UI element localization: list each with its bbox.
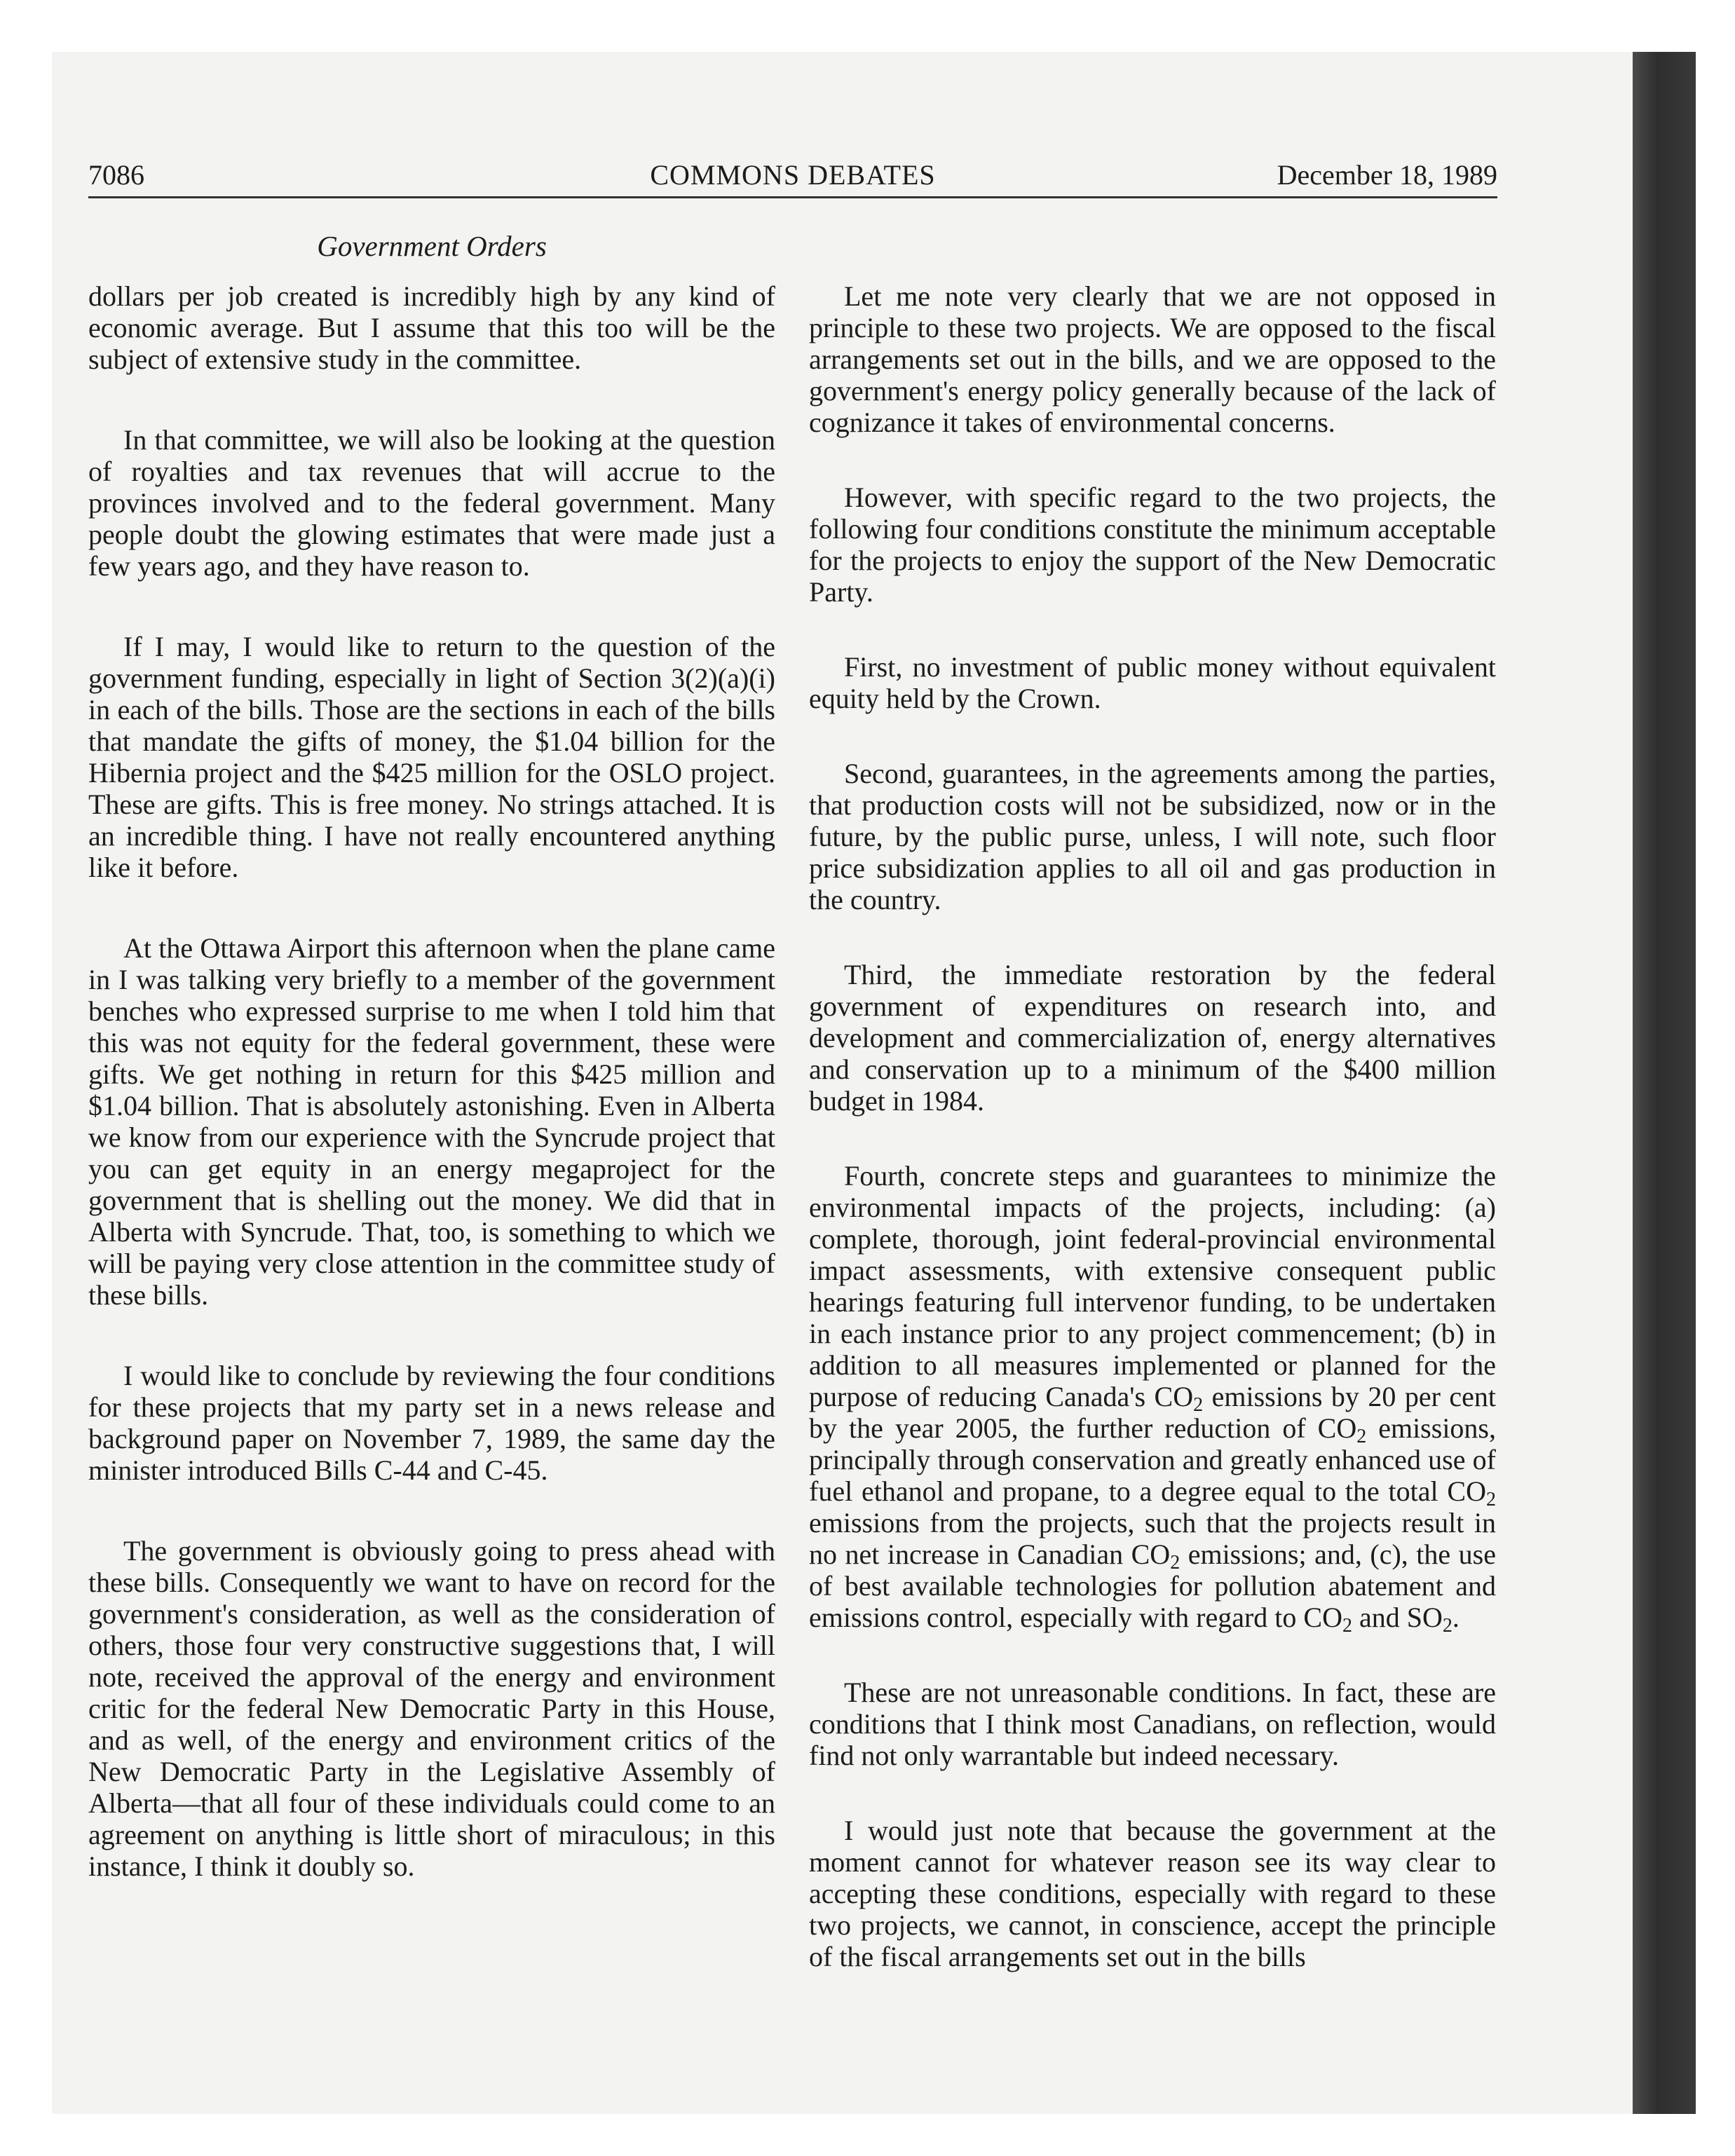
paragraph: Third, the immediate restoration by the federal government of expenditures on research into, and development and commercialization of, energy alternatives and conservation up to a minimum of the $400 million budget in 1984. <box>809 959 1496 1117</box>
text-run: Fourth, concrete steps and guarantees to minimize the environmental impacts of the projects, including: (a) complete, thorough, joint federal-provincial environmental impact assessments, with extensive consequent public hearings featuring full intervenor funding, to be undertaken in each instance prior to any project commencement; (b) in addition to all measures implemented or planned for the purpose of reducing Canada's CO <box>809 1160 1496 1412</box>
paragraph: If I may, I would like to return to the question of the government funding, especially in light of Section 3(2)(a)(i) in each of the bills. Those are the sections in each of the bills that mandate the gifts of money, the $1.04 billion for the Hibernia project and the $425 million for the OSLO project. These are gifts. This is free money. No strings attached. It is an incredible thing. I have not really encountered anything like it before. <box>88 631 775 883</box>
paragraph: I would just note that because the government at the moment cannot for whatever reason see its way clear to accepting these conditions, especially with regard to these two projects, we cannot, in conscience, accept the principle of the fiscal arrangements set out in the bills <box>809 1815 1496 1972</box>
page-header <box>88 153 1497 198</box>
text-run: and SO <box>1352 1602 1443 1633</box>
page-number: 7086 <box>88 159 144 191</box>
left-column <box>88 280 775 1931</box>
text-run: emissions, principally through conservation and greatly enhanced use of fuel ethanol and propane, to a degree equal to the total CO <box>809 1412 1496 1507</box>
text-run: emissions from the projects, such that the projects result in no net increase in Canadian CO <box>809 1507 1496 1570</box>
publication-date: December 18, 1989 <box>1277 159 1497 191</box>
text-run: emissions; and, (c), the use of best available technologies for pollution abatement and emissions control, especially with regard to CO <box>809 1538 1496 1633</box>
paragraph-fourth-condition <box>809 1160 1496 1637</box>
text-run: . <box>1452 1602 1460 1633</box>
paragraph: In that committee, we will also be looking at the question of royalties and tax revenues that will accrue to the provinces involved and to the federal government. Many people doubt the glowing estimates that were made just a few years ago, and they have reason to. <box>88 424 775 582</box>
subscript: 2 <box>1356 1426 1367 1447</box>
paragraph: I would like to conclude by reviewing the four conditions for these projects that my party set in a news release and background paper on November 7, 1989, the same day the minister introduced Bills C-44 and C-45. <box>88 1360 775 1486</box>
section-heading: Government Orders <box>317 230 547 262</box>
scan-edge-strip <box>1633 52 1696 2114</box>
paragraph: However, with specific regard to the two projects, the following four conditions constitute the minimum acceptable for the projects to enjoy the support of the New Democratic Party. <box>809 482 1496 608</box>
paragraph: These are not unreasonable conditions. In fact, these are conditions that I think most Canadians, on reflection, would find not only warrantable but indeed necessary. <box>809 1677 1496 1771</box>
paragraph: At the Ottawa Airport this afternoon when the plane came in I was talking very briefly to a member of the government benches who expressed surprise to me when I told him that this was not equity for the federal government, these were gifts. We get nothing in return for this $425 million and $1.04 billion. That is absolutely astonishing. Even in Alberta we know from our experience with the Syncrude project that you can get equity in an energy megaproject for the government that is shelling out the money. We did that in Alberta with Syncrude. That, too, is something to which we will be paying very close attention in the committee study of these bills. <box>88 932 775 1311</box>
publication-title: COMMONS DEBATES <box>650 159 936 191</box>
subscript: 2 <box>1486 1489 1496 1510</box>
right-column <box>809 280 1496 2016</box>
text-run: emissions by 20 per cent by the year 2005, the further reduction of CO <box>809 1381 1496 1444</box>
paragraph: dollars per job created is incredibly high by any kind of economic average. But I assume that this too will be the subject of extensive study in the committee. <box>88 280 775 375</box>
paragraph: Let me note very clearly that we are not opposed in principle to these two projects. We are opposed to the fiscal arrangements set out in the bills, and we are opposed to the government's energy policy generally because of the lack of cognizance it takes of environmental concerns. <box>809 280 1496 438</box>
paragraph: First, no investment of public money without equivalent equity held by the Crown. <box>809 651 1496 714</box>
subscript: 2 <box>1342 1615 1352 1637</box>
subscript: 2 <box>1170 1552 1181 1574</box>
subscript: 2 <box>1442 1615 1452 1637</box>
paragraph: Second, guarantees, in the agreements among the parties, that production costs will not be subsidized, now or in the future, by the public purse, unless, I will note, such floor price subsidization applies to all oil and gas production in the country. <box>809 758 1496 915</box>
subscript: 2 <box>1193 1394 1204 1416</box>
paragraph: The government is obviously going to press ahead with these bills. Consequently we want to have on record for the government's consideration, as well as the consideration of others, those four very constructive suggestions that, I will note, received the approval of the energy and environment critic for the federal New Democratic Party in this House, and as well, of the energy and environment critics of the New Democratic Party in the Legislative Assembly of Alberta—that all four of these individuals could come to an agreement on anything is little short of miraculous; in this instance, I think it doubly so. <box>88 1535 775 1882</box>
